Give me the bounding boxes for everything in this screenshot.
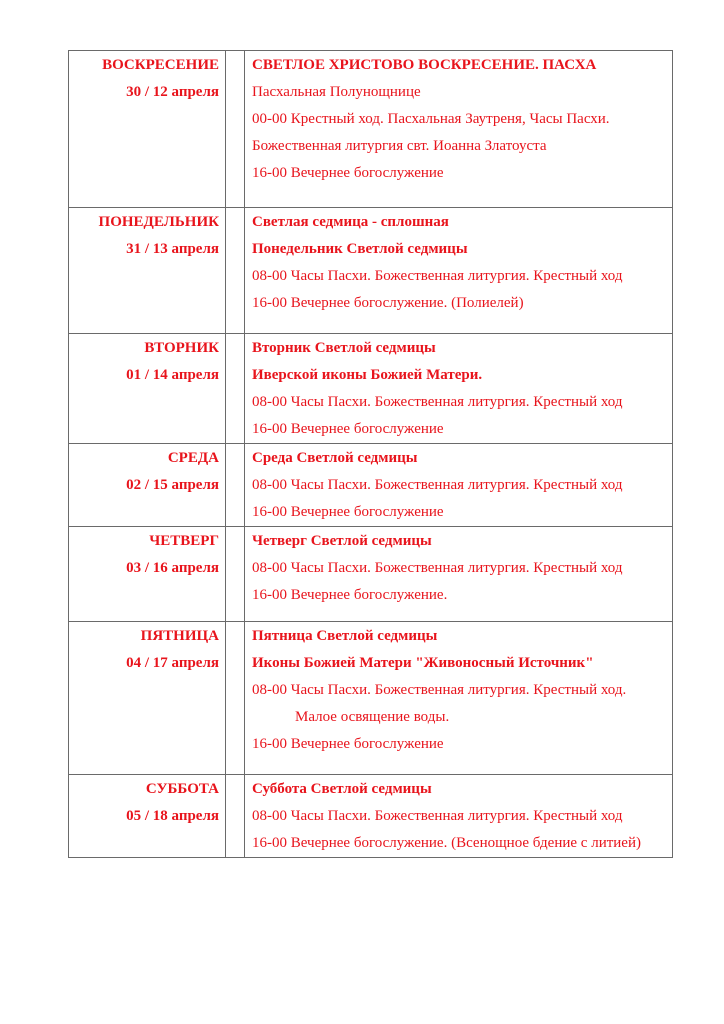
service-line: 16-00 Вечернее богослужение [252, 165, 444, 181]
day-name: ВОСКРЕСЕНИЕ [102, 57, 219, 73]
service-line: 16-00 Вечернее богослужение. (Всенощное бдение с литией) [252, 835, 641, 851]
service-line: 08-00 Часы Пасхи. Божественная литургия. Крестный ход. [252, 682, 627, 698]
spacer-cell [226, 622, 245, 775]
service-line: 16-00 Вечернее богослужение [252, 421, 444, 437]
service-line: 08-00 Часы Пасхи. Божественная литургия. Крестный ход [252, 560, 623, 576]
schedule-row [69, 51, 673, 208]
schedule-row [69, 334, 673, 444]
schedule-row [69, 775, 673, 858]
day-cell [69, 208, 226, 334]
service-line: 16-00 Вечернее богослужение [252, 736, 444, 752]
service-line: Среда Светлой седмицы [252, 450, 418, 466]
services-cell [245, 444, 673, 527]
service-line: Пятница Светлой седмицы [252, 628, 438, 644]
day-name: СРЕДА [167, 450, 219, 466]
day-name: ЧЕТВЕРГ [149, 533, 219, 549]
spacer-cell [226, 527, 245, 622]
service-line: 08-00 Часы Пасхи. Божественная литургия. Крестный ход [252, 268, 623, 284]
day-date: 04 / 17 апреля [126, 655, 219, 671]
schedule-row [69, 208, 673, 334]
schedule-row [69, 527, 673, 622]
schedule-row [69, 444, 673, 527]
day-cell [69, 775, 226, 858]
day-cell [69, 622, 226, 775]
service-line: Пасхальная Полунощнице [252, 84, 421, 100]
services-cell [245, 334, 673, 444]
day-cell [69, 527, 226, 622]
spacer-cell [226, 775, 245, 858]
service-line: 16-00 Вечернее богослужение [252, 504, 444, 520]
service-line: Малое освящение воды. [295, 709, 450, 725]
service-line: 16-00 Вечернее богослужение. (Полиелей) [252, 295, 524, 311]
spacer-cell [226, 51, 245, 208]
schedule-table [68, 50, 673, 858]
services-cell [245, 208, 673, 334]
service-line: 08-00 Часы Пасхи. Божественная литургия. Крестный ход [252, 394, 623, 410]
schedule-row [69, 622, 673, 775]
day-date: 01 / 14 апреля [126, 367, 219, 383]
day-name: ВТОРНИК [144, 340, 219, 356]
service-line: 00-00 Крестный ход. Пасхальная Заутреня, Часы Пасхи. [252, 111, 610, 127]
service-line: СВЕТЛОЕ ХРИСТОВО ВОСКРЕСЕНИЕ. ПАСХА [252, 57, 597, 73]
service-line: Суббота Светлой седмицы [252, 781, 432, 797]
service-line: Иконы Божией Матери "Живоносный Источник" [252, 655, 594, 671]
service-line: 08-00 Часы Пасхи. Божественная литургия. Крестный ход [252, 808, 623, 824]
day-cell [69, 51, 226, 208]
day-name: ПОНЕДЕЛЬНИК [98, 214, 219, 230]
day-cell [69, 444, 226, 527]
day-date: 30 / 12 апреля [126, 84, 219, 100]
spacer-cell [226, 334, 245, 444]
service-line: Вторник Светлой седмицы [252, 340, 436, 356]
service-line: Божественная литургия свт. Иоанна Златоуста [252, 138, 547, 154]
spacer-cell [226, 208, 245, 334]
service-line: Понедельник Светлой седмицы [252, 241, 468, 257]
day-date: 05 / 18 апреля [126, 808, 219, 824]
service-line: 08-00 Часы Пасхи. Божественная литургия. Крестный ход [252, 477, 623, 493]
service-line: 16-00 Вечернее богослужение. [252, 587, 448, 603]
day-date: 02 / 15 апреля [126, 477, 219, 493]
day-cell [69, 334, 226, 444]
day-date: 31 / 13 апреля [126, 241, 219, 257]
services-cell [245, 527, 673, 622]
services-cell [245, 775, 673, 858]
day-name: ПЯТНИЦА [140, 628, 219, 644]
service-line: Иверской иконы Божией Матери. [252, 367, 483, 383]
day-date: 03 / 16 апреля [126, 560, 219, 576]
day-name: СУББОТА [145, 781, 219, 797]
services-cell [245, 51, 673, 208]
spacer-cell [226, 444, 245, 527]
services-cell [245, 622, 673, 775]
service-line: Светлая седмица - сплошная [252, 214, 449, 230]
service-line: Четверг Светлой седмицы [252, 533, 432, 549]
